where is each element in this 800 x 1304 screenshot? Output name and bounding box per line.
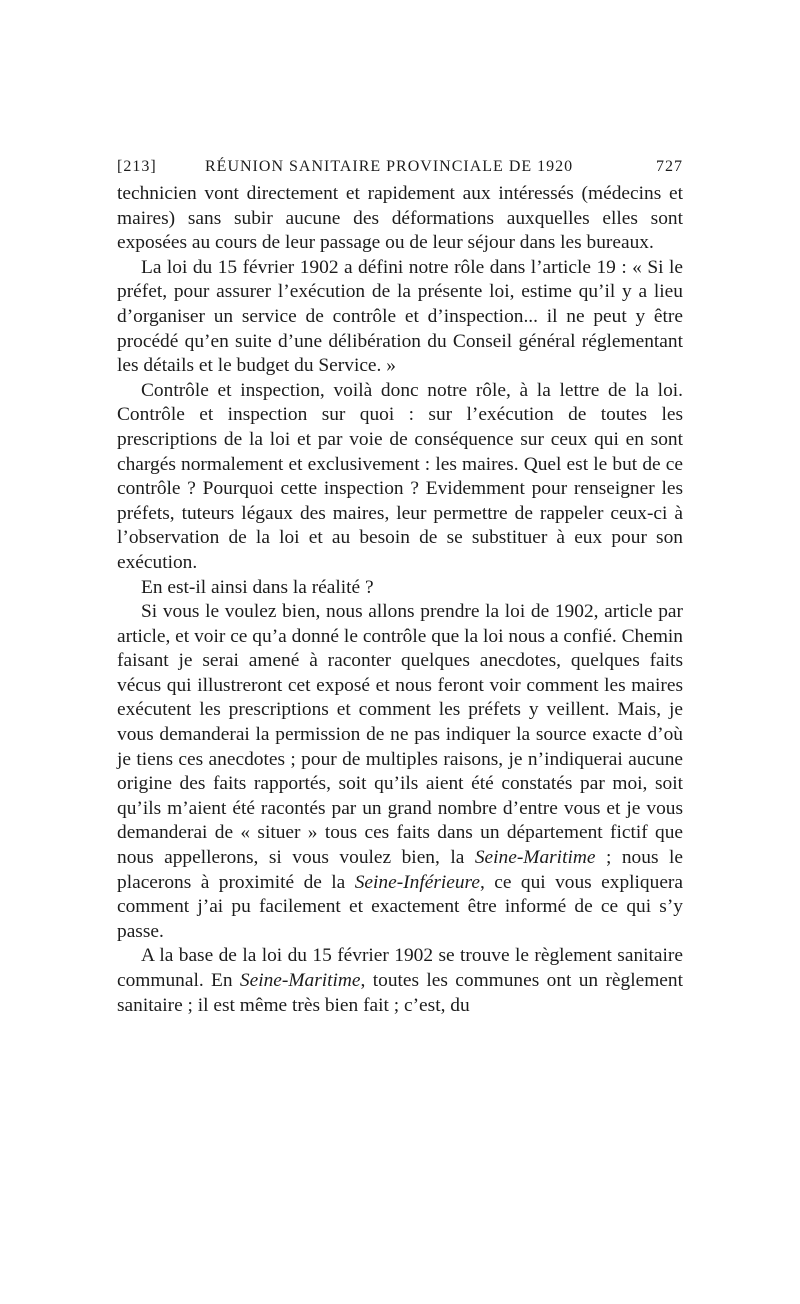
text-segment: , toutes les communes ont un règlement sanitaire ; il est même très bien fait ; c’est, du (117, 970, 683, 1016)
italic-text: Seine-Inférieure (354, 871, 480, 893)
paragraph (117, 576, 683, 601)
text-segment: Si vous le voulez bien, nous allons prendre la loi de 1902, article par article, et voir ce qu’a donné le contrôle que la loi nous a confié. Chemin faisant je serai amené à raconter quelques anecdotes, quelques faits vécus qui illustreront cet exposé et nous feront voir comment les maires exécutent les prescriptions et comment les préfets y veillent. Mais, je vous demanderai la permission de ne pas indiquer la source exacte d’où je tiens ces anecdotes ; pour de multiples raisons, je n’indiquerai aucune origine des faits rapportés, soit qu’ils aient été constatés par moi, soit qu’ils m’aient été racontés par un grand nombre d’entre vous et je vous demanderai de « situer » tous ces faits dans un département fictif que nous appellerons, si vous voulez bien, la (117, 601, 683, 869)
paragraph (117, 182, 683, 256)
text-segment: En est-il ainsi dans la réalité ? (141, 576, 374, 598)
running-title: RÉUNION SANITAIRE PROVINCIALE DE 1920 (205, 158, 574, 175)
text-segment: , ce qui vous expliquera comment j’ai pu facilement et exactement être informé de ce qui s’y passe. (117, 871, 683, 942)
text-segment: La loi du 15 février 1902 a défini notre rôle dans l’article 19 : « Si le préfet, pour assurer l’exécution de la présente loi, estime qu’il y a lieu d’organiser un service de contrôle et d’inspection... il ne peut y être procédé qu’en suite d’une délibération du Conseil général réglementant les détails et le budget du Service. » (117, 256, 683, 377)
italic-text: Seine-Maritime (239, 970, 361, 991)
text-segment: Contrôle et inspection, voilà donc notre rôle, à la lettre de la loi. Contrôle et inspection sur quoi : sur l’exécution de toutes les prescriptions de la loi et par voie de conséquence sur ceux qui en sont chargés normalement et exclusivement : les maires. Quel est le but de ce contrôle ? Pourquoi cette inspection ? Evidemment pour renseigner les préfets, tuteurs légaux des maires, leur permettre de rappeler ceux-ci à l’observation de la loi et au besoin de se substituer à eux pour son exécution. (117, 379, 683, 573)
paragraph (117, 256, 683, 379)
book-page (117, 152, 683, 1018)
text-segment: technicien vont directement et rapidement aux intéressés (médecins et maires) sans subir aucune des déformations auxquelles elles sont exposées au cours de leur passage ou de leur séjour dans les bureaux. (117, 183, 683, 254)
body-text (117, 182, 683, 1018)
paragraph (117, 379, 683, 576)
page-reference: [213] (117, 158, 157, 175)
text-segment: ; nous le placerons à proximité de la (117, 847, 683, 893)
running-header (117, 152, 683, 182)
paragraph (117, 944, 683, 1018)
page-number: 727 (656, 158, 683, 175)
italic-text: Seine-Maritime (474, 847, 596, 869)
paragraph (117, 600, 683, 944)
text-segment: A la base de la loi du 15 février 1902 se trouve le règlement sanitaire communal. En (117, 945, 683, 991)
